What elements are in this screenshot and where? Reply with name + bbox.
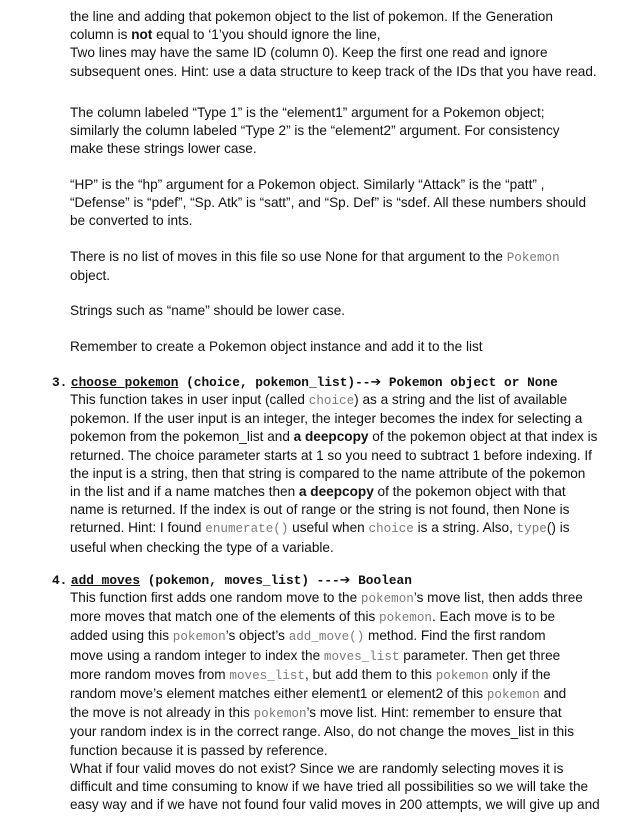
text-line: useful when checking the type of a variable. [70,539,334,555]
arrow-icon: ➔ [370,375,382,390]
text-line [70,685,606,704]
text-line: “Defense” is “pdef”, “Sp. Atk” is “satt”, and “Sp. Def” is “sdef. All these numbers should [70,195,587,211]
text-run: and [539,686,567,702]
code-text: add_move() [288,630,365,645]
text-line: the line and adding that pokemon object to the list of pokemon. If the Generation [70,9,553,24]
text-line [70,647,606,666]
text-run: ’s object’s [225,628,289,644]
text-run: . Each move is to be [431,609,556,625]
text-line: your random index is in the correct range. Also, do not change the moves_list in this [70,724,574,740]
text-line [70,704,606,723]
text-run: the move is not already in this [70,705,254,721]
text-run: () is [546,520,570,536]
paragraph-type-columns [70,104,606,159]
text-run: move using a random integer to index the [70,647,324,663]
text-line: be converted to ints. [70,213,193,229]
text-run: in the list and if a name matches then [70,484,299,500]
paragraph-no-moves [70,248,606,285]
code-text: pokemon [253,707,307,722]
text-line: the input is a string, then that string is compared to the name attribute of the pokemon [70,465,586,481]
paragraph-remember [70,338,606,356]
text-line [70,589,606,608]
text-run: added using this [70,628,173,644]
code-text: choice [368,522,414,537]
text-run: of the pokemon object with that [373,484,566,500]
text-line: Remember to create a Pokemon object instance and add it to the list [70,339,483,354]
text-run: method. Find the first random [364,628,546,644]
function-heading-choose-pokemon [52,373,558,392]
text-run: pokemon from the pokemon_list and [70,429,294,445]
paragraph-stat-columns [70,176,606,231]
text-line: difficult and time consuming to know if we have tried all possibilities so we will take the [70,779,589,795]
function-heading-add-moves [52,571,412,590]
text-run: equal to ‘1’you should ignore the line, [152,27,381,43]
paragraph-generation-rule [70,8,606,81]
text-run: There is no list of moves in this file so use None for that argument to the [70,249,507,264]
function-signature: (choice, pokemon_list)-- [178,375,371,390]
text-line [70,519,606,538]
text-line [70,26,606,44]
text-run: This function first adds one random move to the [70,590,361,605]
text-line: Two lines may have the same ID (column 0). Keep the first one read and ignore [70,45,548,61]
text-line: easy way and if we have not found four valid moves in 200 attempts, we will give up and [70,797,600,813]
code-text: pokemon [360,592,414,606]
text-line [70,248,606,267]
text-run: ’s move list. Hint: remember to ensure that [306,705,562,721]
text-run: is a string. Also, [413,520,517,536]
text-run: of the pokemon object at that index is [368,429,598,445]
text-line: subsequent ones. Hint: use a data structure to keep track of the IDs that you have read. [70,63,597,79]
code-text: moves_list [323,649,400,664]
code-text: moves_list [229,668,305,683]
text-line: The column labeled “Type 1” is the “element1” argument for a Pokemon object; [70,105,545,120]
arrow-icon: ➔ [339,573,351,588]
text-line: pokemon. If the user input is an integer, the integer becomes the index for selecting a [70,411,583,427]
text-run: ’s move list, then adds three [413,590,583,605]
code-text: pokemon [379,611,432,626]
return-type: Boolean [350,573,412,588]
list-number: 3. [52,375,68,390]
text-line: Strings such as “name” should be lower case. [70,303,346,318]
return-type: Pokemon object or None [381,375,558,390]
text-run: more moves that match one of the elements of this [70,609,380,625]
function-name: choose_pokemon [70,375,179,390]
text-run: column is [70,27,132,43]
text-run: random move’s element matches either element1 or element2 of this [70,686,487,702]
text-line: similarly the column labeled “Type 2” is the “element2” argument. For consistency [70,123,560,139]
text-run: returned. Hint: I found [70,520,206,536]
text-run: useful when [288,520,369,536]
function-signature: (pokemon, moves_list) --- [140,573,340,588]
list-number: 4. [52,573,68,588]
text-run: This function takes in user input (called [70,392,309,407]
text-line: What if four valid moves do not exist? Since we are randomly selecting moves it is [70,760,564,776]
text-line [70,608,606,627]
code-text: Pokemon [506,251,560,265]
text-line: function because it is passed by reference. [70,742,328,758]
text-line: name is returned. If the index is out of range or the string is not found, then None is [70,502,570,518]
code-text: pokemon [435,668,489,683]
text-run: more random moves from [70,666,230,682]
function-description-choose-pokemon [70,391,606,557]
paragraph-lowercase [70,302,606,320]
function-name: add_moves [70,573,141,588]
function-description-add-moves [70,589,606,814]
code-text: pokemon [172,630,226,645]
code-text: enumerate() [205,522,289,537]
text-line [70,391,606,410]
text-line: “HP” is the “hp” argument for a Pokemon object. Similarly “Attack” is the “patt” , [70,177,545,192]
text-run: parameter. Then get three [399,647,561,663]
code-text: type [516,522,547,537]
code-text: pokemon [486,688,540,703]
text-run: only if the [488,666,551,682]
code-text: choice [308,394,355,408]
text-line [70,627,606,646]
text-run: , but add them to this [304,666,436,682]
bold-text: a deepcopy [298,484,374,500]
text-line: returned. The choice parameter starts at 1 so you need to subtract 1 before indexing. If [70,447,592,463]
text-line [70,428,606,446]
text-line [70,483,606,501]
text-line: object. [70,268,111,284]
bold-text: not [131,27,153,43]
text-line: make these strings lower case. [70,141,257,157]
text-run: ) as a string and the list of available [354,392,568,407]
bold-text: a deepcopy [293,429,369,445]
text-line [70,666,606,685]
